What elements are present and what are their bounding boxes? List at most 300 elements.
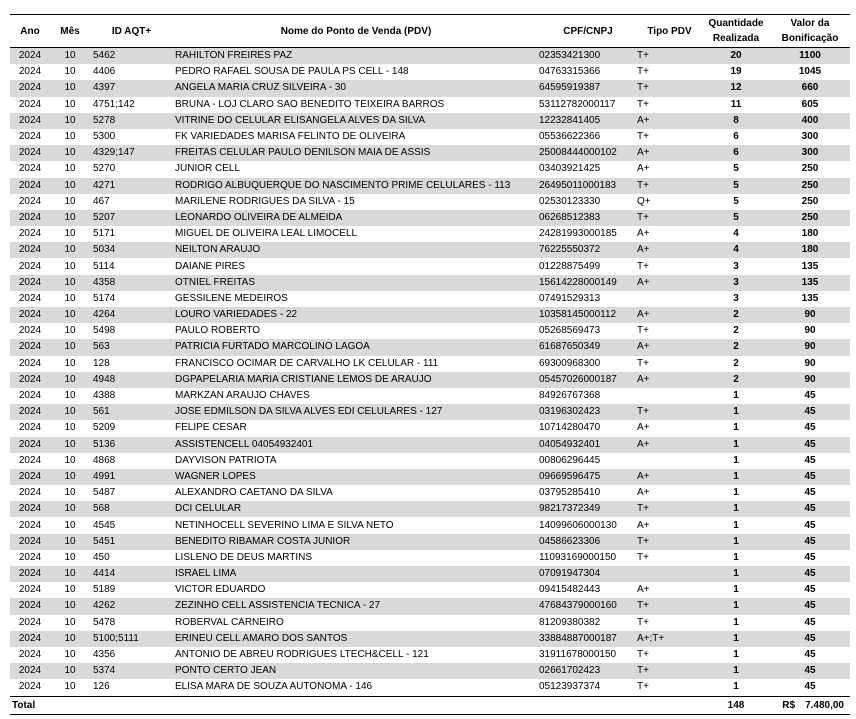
cell-ano: 2024	[10, 48, 50, 65]
cell-id: 5207	[90, 210, 173, 226]
cell-ano: 2024	[18, 519, 42, 531]
cell-nome: FELIPE CESAR	[175, 422, 247, 434]
cell-nome: JUNIOR CELL	[175, 163, 241, 175]
cell-valor: 1100	[770, 48, 850, 65]
cell-id: 4397	[90, 80, 173, 96]
cell-tipo: A+	[637, 163, 650, 175]
table-row	[10, 420, 850, 436]
cell-id: 4262	[90, 598, 173, 614]
cell-quantidade: 1	[733, 487, 739, 499]
cell-cpf: 07091947304	[539, 566, 637, 582]
cell-mes: 10	[64, 681, 76, 693]
table-row	[10, 275, 850, 291]
cell-cpf: 14099606000130	[539, 519, 617, 531]
cell-cpf: 00806296445	[539, 454, 601, 466]
cell-valor: 90	[804, 357, 816, 369]
cell-valor: 90	[804, 325, 816, 337]
header-nome: Nome do Ponto de Venda (PDV)	[280, 25, 432, 37]
table-row	[10, 469, 850, 485]
cell-ano: 2024	[18, 454, 42, 466]
cell-ano: 2024	[10, 469, 50, 485]
cell-mes: 10	[50, 631, 90, 647]
cell-id: 563	[90, 339, 173, 355]
cell-nome: ISRAEL LIMA	[173, 566, 539, 582]
cell-valor: 45	[804, 649, 816, 661]
cell-id: 4264	[90, 307, 173, 323]
cell-cpf: 05457026000187	[539, 372, 637, 388]
cell-tipo: A+	[637, 307, 702, 323]
cell-id: 4356	[93, 649, 116, 661]
cell-nome: OTNIEL FREITAS	[173, 275, 539, 291]
cell-quantidade: 5	[733, 163, 739, 175]
cell-mes: 10	[64, 454, 76, 466]
table-header	[10, 15, 850, 48]
cell-tipo: T+	[637, 210, 702, 226]
cell-quantidade: 3	[733, 260, 739, 272]
total-currency: R$	[782, 699, 796, 711]
cell-ano: 2024	[18, 649, 42, 661]
cell-cpf: 81209380382	[539, 616, 601, 628]
cell-mes: 10	[50, 566, 90, 582]
cell-nome: ANTONIO DE ABREU RODRIGUES LTECH&CELL - 121	[175, 649, 429, 661]
cell-nome: ANGELA MARIA CRUZ SILVEIRA - 30	[173, 80, 539, 96]
cell-quantidade: 1	[733, 616, 739, 628]
header-valor-line2: Bonificação	[781, 33, 839, 44]
cell-ano: 2024	[10, 663, 50, 679]
cell-tipo: A+	[637, 422, 650, 434]
header-valor	[770, 15, 850, 48]
table-row	[10, 679, 850, 696]
table-row	[10, 291, 850, 307]
cell-quantidade: 2	[702, 372, 770, 388]
cell-ano: 2024	[18, 292, 42, 304]
cell-nome: DGPAPELARIA MARIA CRISTIANE LEMOS DE ARAUJO	[173, 372, 539, 388]
header-id: ID AQT+	[111, 25, 152, 37]
cell-valor: 250	[770, 178, 850, 194]
cell-ano: 2024	[18, 66, 42, 78]
cell-cpf: 12232841405	[539, 113, 637, 129]
cell-cpf: 76225550372	[539, 242, 637, 258]
table-row	[10, 388, 850, 404]
cell-valor: 45	[770, 534, 850, 550]
cell-tipo: T+	[637, 616, 649, 628]
header-cpf: CPF/CNPJ	[563, 25, 613, 37]
cell-tipo: A+	[637, 242, 702, 258]
cell-mes: 10	[50, 275, 90, 291]
cell-tipo: T+	[637, 178, 702, 194]
cell-cpf: 61687650349	[539, 339, 637, 355]
cell-cpf: 25008444000102	[539, 145, 637, 161]
cell-nome: VITRINE DO CELULAR ELISANGELA ALVES DA SILVA	[173, 113, 539, 129]
cell-mes: 10	[64, 584, 76, 596]
cell-tipo: T+	[637, 598, 702, 614]
table-row	[10, 307, 850, 323]
header-quantidade	[702, 15, 770, 48]
table-row	[10, 404, 850, 420]
header-tipo: Tipo PDV	[647, 25, 692, 37]
cell-tipo: T+	[637, 551, 649, 563]
cell-cpf: 04054932401	[539, 437, 637, 453]
cell-mes: 10	[64, 422, 76, 434]
cell-ano: 2024	[18, 487, 42, 499]
cell-mes: 10	[50, 469, 90, 485]
cell-cpf: 05123937374	[539, 681, 601, 693]
table-row	[10, 64, 850, 80]
cell-tipo: T+	[637, 48, 702, 65]
cell-ano: 2024	[10, 242, 50, 258]
cell-cpf: 47684379000160	[539, 598, 637, 614]
cell-tipo: T+	[637, 325, 649, 337]
cell-ano: 2024	[10, 307, 50, 323]
cell-mes: 10	[50, 404, 90, 420]
cell-nome: FRANCISCO OCIMAR DE CARVALHO LK CELULAR - 111	[175, 357, 439, 369]
cell-mes: 10	[64, 195, 76, 207]
cell-id: 5136	[90, 437, 173, 453]
cell-tipo: A+;T+	[637, 631, 702, 647]
cell-quantidade: 1	[702, 469, 770, 485]
cell-quantidade: 5	[702, 178, 770, 194]
cell-mes: 10	[50, 80, 90, 96]
cell-quantidade: 2	[733, 325, 739, 337]
cell-nome: ASSISTENCELL 04054932401	[173, 437, 539, 453]
cell-mes: 10	[64, 325, 76, 337]
cell-valor: 45	[770, 663, 850, 679]
table-row	[10, 372, 850, 388]
cell-ano: 2024	[18, 163, 42, 175]
cell-ano: 2024	[18, 325, 42, 337]
cell-ano: 2024	[18, 616, 42, 628]
table-row	[10, 48, 850, 65]
cell-nome: NEILTON ARAUJO	[173, 242, 539, 258]
cell-mes: 10	[64, 292, 76, 304]
cell-mes: 10	[64, 390, 76, 402]
cell-id: 450	[93, 551, 110, 563]
cell-nome: ALEXANDRO CAETANO DA SILVA	[175, 487, 333, 499]
cell-ano: 2024	[10, 210, 50, 226]
cell-cpf: 69300968300	[539, 357, 601, 369]
cell-nome: DAYVISON PATRIOTA	[175, 454, 277, 466]
cell-id: 5189	[93, 584, 116, 596]
table-row	[10, 258, 850, 274]
cell-tipo: T+	[637, 663, 702, 679]
cell-ano: 2024	[18, 195, 42, 207]
table-row	[10, 437, 850, 453]
table-row	[10, 178, 850, 194]
cell-tipo: A+	[637, 228, 650, 240]
cell-valor: 45	[770, 501, 850, 517]
cell-tipo: T+	[637, 649, 649, 661]
cell-nome: FREITAS CELULAR PAULO DENILSON MAIA DE ASSIS	[173, 145, 539, 161]
cell-cpf: 03795285410	[539, 487, 601, 499]
cell-tipo: T+	[637, 681, 649, 693]
cell-valor: 90	[770, 372, 850, 388]
cell-nome: LISLENO DE DEUS MARTINS	[175, 551, 313, 563]
table-row	[10, 534, 850, 550]
cell-valor: 45	[804, 422, 816, 434]
cell-quantidade: 3	[733, 292, 739, 304]
cell-tipo	[637, 291, 702, 307]
cell-quantidade: 2	[702, 307, 770, 323]
cell-quantidade: 4	[733, 228, 739, 240]
cell-tipo: T+	[637, 404, 702, 420]
cell-cpf: 06268512383	[539, 210, 637, 226]
cell-cpf: 05536622366	[539, 131, 601, 143]
cell-valor: 45	[804, 616, 816, 628]
cell-cpf: 01228875499	[539, 260, 601, 272]
table-body	[10, 48, 850, 697]
cell-nome: MARKZAN ARAUJO CHAVES	[175, 390, 310, 402]
cell-nome: RODRIGO ALBUQUERQUE DO NASCIMENTO PRIME CELULARES - 113	[173, 178, 539, 194]
table-row	[10, 242, 850, 258]
cell-cpf: 31911678000150	[539, 649, 617, 661]
cell-ano: 2024	[18, 584, 42, 596]
cell-ano: 2024	[18, 422, 42, 434]
cell-mes: 10	[50, 178, 90, 194]
cell-mes: 10	[50, 534, 90, 550]
cell-tipo: A+	[637, 113, 702, 129]
cell-mes: 10	[50, 501, 90, 517]
cell-mes: 10	[50, 307, 90, 323]
cell-cpf: 11093169000150	[539, 551, 617, 563]
cell-mes: 10	[50, 598, 90, 614]
cell-quantidade: 6	[702, 145, 770, 161]
cell-nome: LEONARDO OLIVEIRA DE ALMEIDA	[173, 210, 539, 226]
cell-ano: 2024	[10, 372, 50, 388]
cell-nome: BENEDITO RIBAMAR COSTA JUNIOR	[173, 534, 539, 550]
cell-valor: 135	[801, 292, 819, 304]
cell-nome: MIGUEL DE OLIVEIRA LEAL LIMOCELL	[175, 228, 358, 240]
cell-quantidade: 5	[733, 195, 739, 207]
cell-ano: 2024	[10, 437, 50, 453]
cell-nome: PEDRO RAFAEL SOUSA DE PAULA PS CELL - 148	[175, 66, 409, 78]
cell-tipo	[637, 388, 702, 404]
table-row	[10, 598, 850, 614]
report-container	[10, 14, 850, 715]
cell-valor: 250	[801, 195, 819, 207]
cell-quantidade: 1	[733, 519, 739, 531]
cell-valor: 135	[770, 275, 850, 291]
cell-id: 4868	[93, 454, 116, 466]
cell-valor: 45	[804, 390, 816, 402]
cell-id: 4545	[93, 519, 116, 531]
cell-valor: 90	[770, 339, 850, 355]
cell-cpf: 26495011000183	[539, 178, 637, 194]
cell-id: 4358	[90, 275, 173, 291]
table-row	[10, 161, 850, 177]
cell-nome: ROBERVAL CARNEIRO	[175, 616, 284, 628]
cell-ano: 2024	[18, 98, 42, 110]
cell-id: 5270	[93, 163, 116, 175]
cell-quantidade: 1	[702, 566, 770, 582]
cell-cpf: 07491529313	[539, 292, 601, 304]
cell-nome: BRUNA - LOJ CLARO SAO BENEDITO TEIXEIRA BARROS	[175, 98, 445, 110]
cell-cpf: 02353421300	[539, 48, 637, 65]
cell-tipo: T+	[637, 357, 649, 369]
cell-quantidade: 1	[733, 390, 739, 402]
table-row	[10, 550, 850, 566]
cell-id: 4991	[90, 469, 173, 485]
cell-quantidade: 1	[702, 501, 770, 517]
cell-id: 128	[93, 357, 110, 369]
cell-valor: 45	[804, 454, 816, 466]
table-row	[10, 663, 850, 679]
cell-mes: 10	[50, 145, 90, 161]
cell-valor: 45	[770, 566, 850, 582]
cell-cpf: 10358145000112	[539, 307, 637, 323]
cell-valor: 45	[770, 631, 850, 647]
cell-id: 4388	[93, 390, 116, 402]
cell-quantidade: 4	[702, 242, 770, 258]
cell-tipo: A+	[637, 519, 650, 531]
table-row	[10, 226, 850, 242]
cell-id: 4406	[93, 66, 116, 78]
cell-quantidade: 1	[702, 631, 770, 647]
cell-valor: 300	[770, 145, 850, 161]
cell-ano: 2024	[10, 598, 50, 614]
table-row	[10, 517, 850, 533]
cell-id: 5114	[93, 260, 115, 272]
cell-valor: 45	[804, 519, 816, 531]
cell-ano: 2024	[18, 260, 42, 272]
cell-cpf: 53112782000117	[539, 98, 616, 110]
cell-mes: 10	[64, 519, 76, 531]
cell-mes: 10	[64, 357, 76, 369]
cell-mes: 10	[64, 66, 76, 78]
header-valor-line1: Valor da	[790, 18, 830, 29]
header-quantidade-line2: Realizada	[712, 33, 760, 44]
cell-cpf: 15614228000149	[539, 275, 637, 291]
cell-valor: 400	[770, 113, 850, 129]
cell-id: 5034	[90, 242, 173, 258]
cell-ano: 2024	[10, 404, 50, 420]
cell-tipo: T+	[637, 80, 702, 96]
cell-cpf: 04586623306	[539, 534, 637, 550]
cell-quantidade: 11	[730, 98, 742, 110]
cell-nome: PAULO ROBERTO	[175, 325, 261, 337]
table-row	[10, 145, 850, 161]
cell-valor: 1045	[798, 66, 822, 78]
cell-quantidade: 1	[733, 422, 739, 434]
cell-quantidade: 1	[702, 663, 770, 679]
cell-valor: 45	[770, 404, 850, 420]
cell-mes: 10	[50, 210, 90, 226]
cell-id: 467	[93, 195, 110, 207]
cell-id: 561	[90, 404, 173, 420]
bonus-table	[10, 14, 850, 715]
cell-ano: 2024	[10, 534, 50, 550]
cell-nome: RAHILTON FREIRES PAZ	[173, 48, 539, 65]
cell-valor: 180	[801, 228, 819, 240]
cell-mes: 10	[64, 616, 76, 628]
cell-valor: 250	[770, 210, 850, 226]
cell-cpf: 02530123330	[539, 195, 601, 207]
cell-valor: 180	[770, 242, 850, 258]
cell-id: 5498	[93, 325, 116, 337]
cell-mes: 10	[50, 437, 90, 453]
cell-quantidade: 2	[733, 357, 739, 369]
cell-quantidade: 1	[733, 649, 739, 661]
cell-valor: 605	[801, 98, 819, 110]
cell-quantidade: 1	[702, 534, 770, 550]
cell-id: 5462	[90, 48, 173, 65]
cell-ano: 2024	[18, 390, 42, 402]
cell-quantidade: 1	[733, 551, 739, 563]
cell-tipo: T+	[637, 66, 649, 78]
cell-quantidade: 20	[702, 48, 770, 65]
table-row	[10, 323, 850, 339]
cell-id: 5451	[90, 534, 173, 550]
cell-nome: ELISA MARA DE SOUZA AUTONOMA - 146	[175, 681, 373, 693]
cell-valor: 45	[804, 681, 816, 693]
total-label: Total	[10, 696, 702, 714]
cell-ano: 2024	[18, 228, 42, 240]
cell-valor: 45	[804, 584, 816, 596]
total-amount: 7.480,00	[805, 699, 844, 711]
cell-valor: 250	[801, 163, 819, 175]
cell-mes: 10	[64, 487, 76, 499]
cell-id: 5209	[93, 422, 116, 434]
cell-nome: LOURO VARIEDADES - 22	[173, 307, 539, 323]
cell-mes: 10	[50, 113, 90, 129]
cell-tipo: A+	[637, 372, 702, 388]
cell-id: 4948	[90, 372, 173, 388]
cell-cpf: 02661702423	[539, 663, 637, 679]
cell-tipo: T+	[637, 131, 649, 143]
cell-mes: 10	[50, 48, 90, 65]
table-footer	[10, 696, 850, 714]
total-quantity: 148	[702, 696, 770, 714]
cell-nome: DAIANE PIRES	[175, 260, 246, 272]
cell-ano: 2024	[10, 566, 50, 582]
cell-tipo: T+	[637, 98, 649, 110]
table-row	[10, 631, 850, 647]
cell-nome: VICTOR EDUARDO	[175, 584, 266, 596]
table-row	[10, 566, 850, 582]
cell-id: 4751;142	[93, 98, 135, 110]
cell-cpf: 98217372349	[539, 501, 637, 517]
table-row	[10, 356, 850, 372]
cell-mes: 10	[64, 649, 76, 661]
cell-quantidade: 1	[702, 598, 770, 614]
cell-mes: 10	[50, 372, 90, 388]
cell-valor: 660	[770, 80, 850, 96]
cell-ano: 2024	[10, 80, 50, 96]
cell-quantidade: 19	[730, 66, 742, 78]
table-row	[10, 582, 850, 598]
table-row	[10, 194, 850, 210]
cell-quantidade: 6	[733, 131, 739, 143]
cell-nome: PONTO CERTO JEAN	[173, 663, 539, 679]
cell-mes: 10	[50, 242, 90, 258]
cell-id: 5300	[93, 131, 116, 143]
header-mes: Mês	[60, 25, 80, 37]
table-row	[10, 485, 850, 501]
cell-ano: 2024	[10, 145, 50, 161]
cell-ano: 2024	[10, 339, 50, 355]
cell-id: 5374	[90, 663, 173, 679]
cell-mes: 10	[50, 339, 90, 355]
cell-ano: 2024	[10, 631, 50, 647]
cell-cpf: 64595919387	[539, 80, 637, 96]
header-quantidade-line1: Quantidade	[708, 18, 764, 29]
cell-valor: 45	[770, 437, 850, 453]
cell-mes: 10	[64, 260, 76, 272]
cell-valor: 45	[770, 598, 850, 614]
cell-mes: 10	[64, 551, 76, 563]
cell-id: 4271	[90, 178, 173, 194]
table-row	[10, 615, 850, 631]
cell-cpf: 10714280470	[539, 422, 601, 434]
